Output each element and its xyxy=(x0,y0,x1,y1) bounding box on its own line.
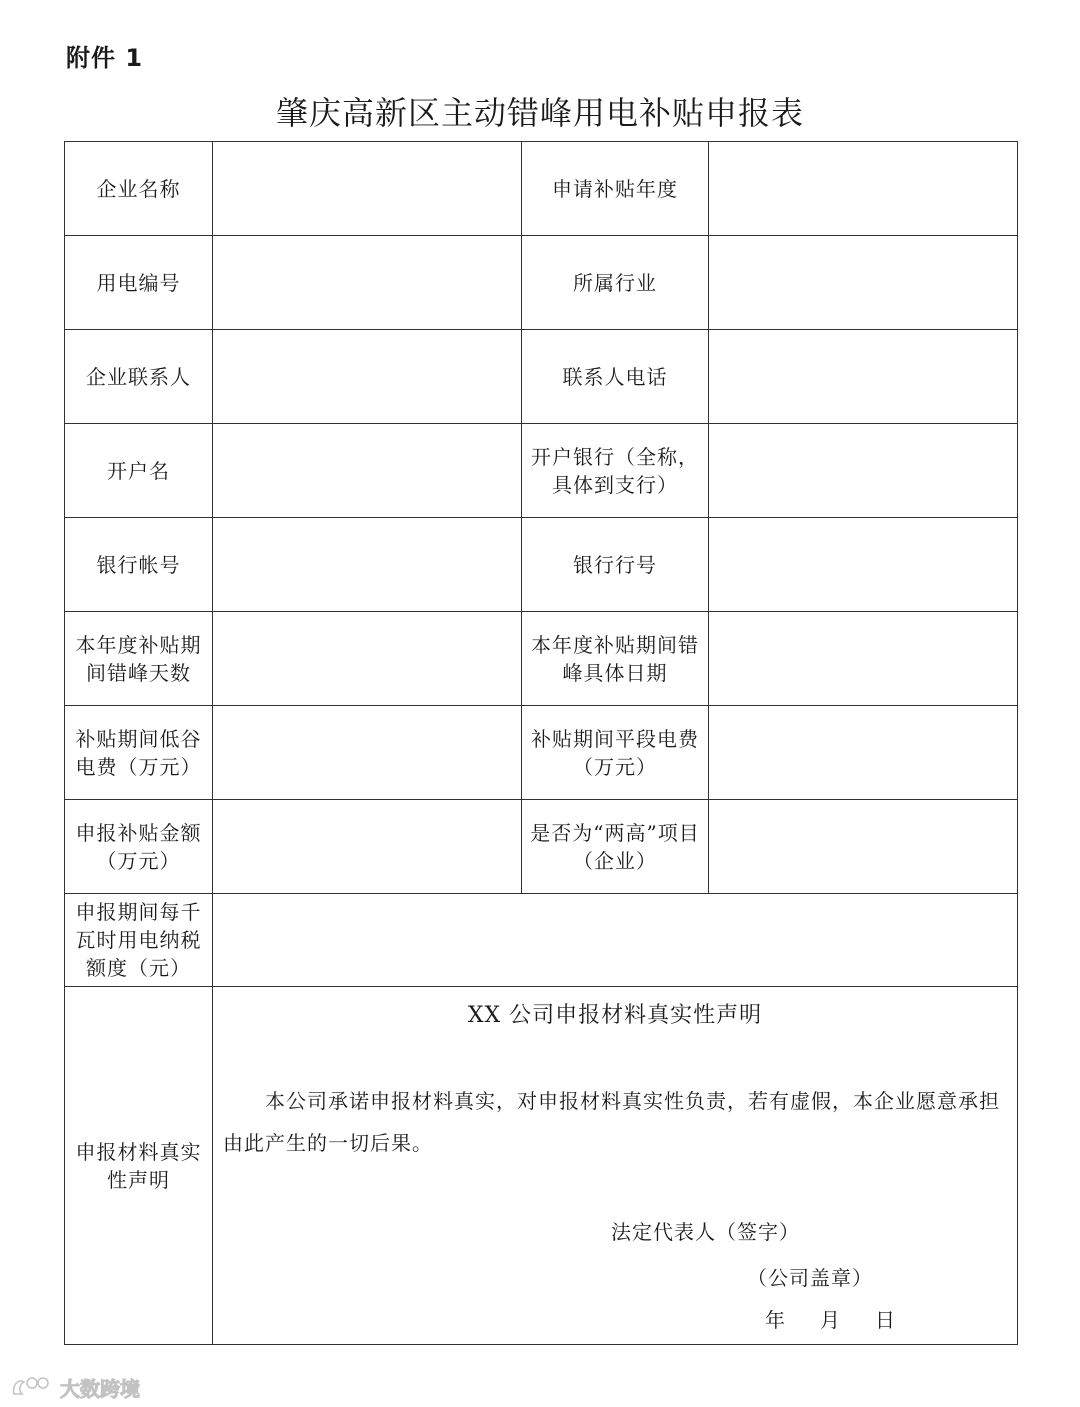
label-bank-account: 银行帐号 xyxy=(65,518,213,612)
form-row-subsidy-amount xyxy=(65,800,1018,894)
watermark-text: 大数跨境 xyxy=(60,1376,140,1401)
field-industry[interactable] xyxy=(709,236,1018,330)
field-peak-shift-dates[interactable] xyxy=(709,612,1018,706)
attachment-label: 附件 1 xyxy=(66,44,144,72)
form-title: 肇庆高新区主动错峰用电补贴申报表 xyxy=(275,94,804,132)
label-peak-shift-days: 本年度补贴期间错峰天数 xyxy=(65,612,213,706)
label-tax-per-kwh: 申报期间每千瓦时用电纳税额度（元） xyxy=(65,894,213,987)
label-subsidy-amount: 申报补贴金额（万元） xyxy=(65,800,213,894)
field-bank-name[interactable] xyxy=(709,424,1018,518)
label-contact-person: 企业联系人 xyxy=(65,330,213,424)
field-valley-fee[interactable] xyxy=(213,706,522,800)
form-row-declaration xyxy=(65,987,1018,1345)
label-account-name: 开户名 xyxy=(65,424,213,518)
date-month: 月 xyxy=(820,1307,841,1332)
label-company-name: 企业名称 xyxy=(65,142,213,236)
form-row-company-name xyxy=(65,142,1018,236)
label-bank-name: 开户银行（全称，具体到支行） xyxy=(522,424,709,518)
field-account-name[interactable] xyxy=(213,424,522,518)
form-row-bank-account xyxy=(65,518,1018,612)
label-electricity-number: 用电编号 xyxy=(65,236,213,330)
date-year: 年 xyxy=(765,1307,786,1332)
field-flat-fee[interactable] xyxy=(709,706,1018,800)
company-seal: （公司盖章） xyxy=(747,1265,873,1290)
watermark xyxy=(10,1372,140,1402)
field-subsidy-year[interactable] xyxy=(709,142,1018,236)
form-row-electricity-number xyxy=(65,236,1018,330)
form-row-peak-shift-days xyxy=(65,612,1018,706)
label-peak-shift-dates: 本年度补贴期间错峰具体日期 xyxy=(522,612,709,706)
form-row-contact xyxy=(65,330,1018,424)
subsidy-application-form xyxy=(64,141,1018,1345)
field-subsidy-amount[interactable] xyxy=(213,800,522,894)
field-contact-person[interactable] xyxy=(213,330,522,424)
field-tax-per-kwh[interactable] xyxy=(213,894,1018,987)
field-electricity-number[interactable] xyxy=(213,236,522,330)
field-contact-phone[interactable] xyxy=(709,330,1018,424)
declaration-date[interactable] xyxy=(765,1306,930,1334)
form-row-electricity-fees xyxy=(65,706,1018,800)
label-industry: 所属行业 xyxy=(522,236,709,330)
field-two-high-project[interactable] xyxy=(709,800,1018,894)
declaration-content xyxy=(213,987,1018,1345)
field-bank-account[interactable] xyxy=(213,518,522,612)
field-bank-code[interactable] xyxy=(709,518,1018,612)
brand-logo-icon xyxy=(10,1374,54,1400)
label-contact-phone: 联系人电话 xyxy=(522,330,709,424)
field-peak-shift-days[interactable] xyxy=(213,612,522,706)
date-day: 日 xyxy=(875,1307,896,1332)
label-two-high-project: 是否为“两高”项目（企业） xyxy=(522,800,709,894)
label-flat-fee: 补贴期间平段电费（万元） xyxy=(522,706,709,800)
label-subsidy-year: 申请补贴年度 xyxy=(522,142,709,236)
legal-representative-signature[interactable]: 法定代表人（签字） xyxy=(611,1219,800,1244)
label-valley-fee: 补贴期间低谷电费（万元） xyxy=(65,706,213,800)
label-declaration: 申报材料真实性声明 xyxy=(65,987,213,1345)
declaration-title: XX 公司申报材料真实性声明 xyxy=(467,1002,763,1028)
declaration-body: 本公司承诺申报材料真实，对申报材料真实性负责，若有虚假，本企业愿意承担由此产生的一切后果。 xyxy=(223,1088,1000,1155)
field-company-name[interactable] xyxy=(213,142,522,236)
form-row-tax-per-kwh xyxy=(65,894,1018,987)
label-bank-code: 银行行号 xyxy=(522,518,709,612)
form-row-account-name xyxy=(65,424,1018,518)
